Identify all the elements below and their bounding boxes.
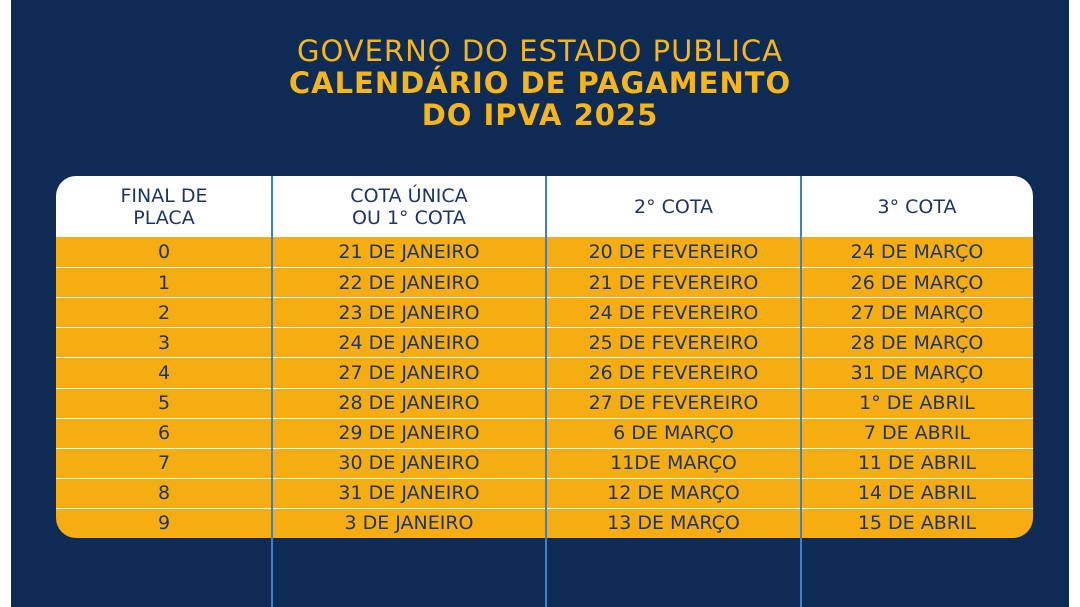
table-cell: 25 DE FEVEREIRO [588, 331, 759, 354]
table-cell: 24 DE MARÇO [850, 241, 984, 264]
table-cell: 22 DE JANEIRO [338, 271, 480, 294]
table-cell: 26 DE FEVEREIRO [588, 361, 759, 384]
table-cell: 12 DE MARÇO [607, 482, 740, 505]
table-cell: 23 DE JANEIRO [338, 301, 480, 324]
column-divider-1 [271, 176, 273, 538]
table-cell: 9 [157, 512, 171, 535]
table-cell: 21 DE FEVEREIRO [588, 271, 759, 294]
table-cell: 7 [157, 452, 171, 475]
table-cell: 8 [157, 482, 171, 505]
table-cell: 14 DE ABRIL [857, 482, 977, 505]
table-cell: 15 DE ABRIL [857, 512, 977, 535]
headline-line-3: DO IPVA 2025 [421, 98, 659, 132]
table-cell: 26 DE MARÇO [850, 271, 984, 294]
table-cell: 11DE MARÇO [610, 452, 737, 475]
table-cell: 29 DE JANEIRO [338, 422, 480, 445]
table-cell: 2 [157, 301, 171, 324]
table-cell: 1 [157, 271, 171, 294]
table-cell: 3 DE JANEIRO [344, 512, 474, 535]
table-cell: 28 DE MARÇO [850, 331, 984, 354]
table-cell: 20 DE FEVEREIRO [588, 241, 759, 264]
table-cell: 28 DE JANEIRO [338, 392, 480, 415]
table-cell: 11 DE ABRIL [857, 452, 977, 475]
column-divider-3 [800, 176, 802, 538]
table-cell: 21 DE JANEIRO [338, 241, 480, 264]
header-2-cota: 2° COTA [634, 195, 713, 218]
table-cell: 24 DE JANEIRO [338, 331, 480, 354]
table-cell: 27 DE FEVEREIRO [588, 392, 759, 415]
table-cell: 1° DE ABRIL [859, 392, 975, 415]
headline-line-1: GOVERNO DO ESTADO PUBLICA [296, 34, 784, 68]
table-cell: 4 [157, 361, 171, 384]
table-cell: 7 DE ABRIL [863, 422, 971, 445]
headline-line-2: CALENDÁRIO DE PAGAMENTO [288, 66, 792, 100]
table-cell: 0 [157, 241, 171, 264]
table-cell: 27 DE JANEIRO [338, 361, 480, 384]
table-cell: 3 [157, 331, 171, 354]
table-cell: 6 DE MARÇO [613, 422, 734, 445]
payment-calendar-table [56, 176, 1033, 538]
table-cell: 31 DE MARÇO [850, 361, 984, 384]
header-cota-unica: COTA ÚNICA OU 1° COTA [350, 184, 468, 229]
table-cell: 24 DE FEVEREIRO [588, 301, 759, 324]
header-3-cota: 3° COTA [877, 195, 957, 218]
header-final-de-placa: FINAL DE PLACA [120, 184, 208, 229]
table-cell: 30 DE JANEIRO [338, 452, 480, 475]
table-cell: 5 [157, 392, 171, 415]
table-cell: 27 DE MARÇO [850, 301, 984, 324]
table-cell: 31 DE JANEIRO [338, 482, 480, 505]
column-divider-2 [545, 176, 547, 538]
table-cell: 13 DE MARÇO [607, 512, 740, 535]
table-cell: 6 [157, 422, 171, 445]
